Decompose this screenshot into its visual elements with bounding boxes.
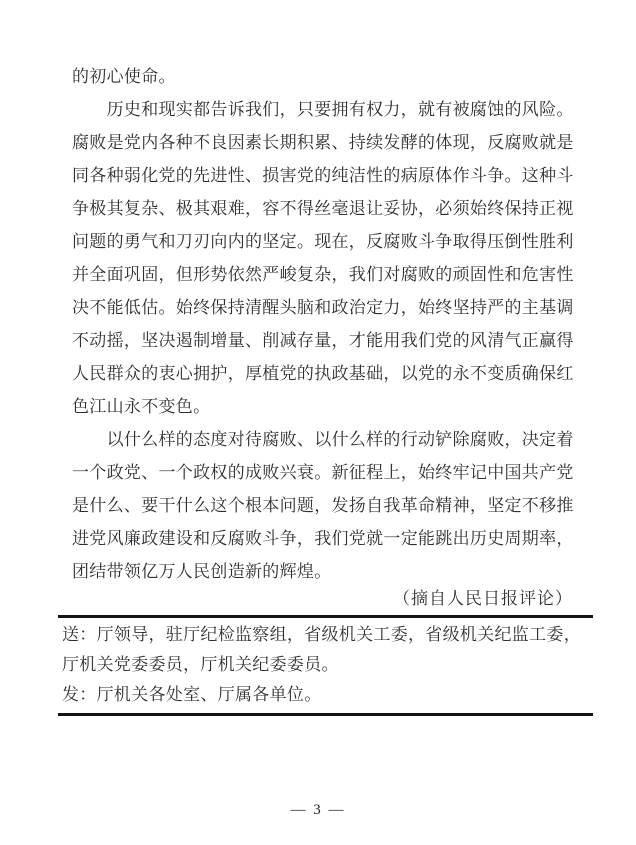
body-line: 同各种弱化党的先进性、损害党的纯洁性的病原体作斗争。这种斗 <box>72 166 574 185</box>
body-line: 并全面巩固，但形势依然严峻复杂，我们对腐败的顽固性和危害性 <box>72 265 574 284</box>
body-line: 决不能低估。始终保持清醒头脑和政治定力，始终坚持严的主基调 <box>72 298 574 317</box>
body-line: 团结带领亿万人民创造新的辉煌。 <box>72 562 332 581</box>
body-line: 不动摇，坚决遏制增量、削减存量，才能用我们党的风清气正赢得 <box>72 331 574 350</box>
body-line: 进党风廉政建设和反腐败斗争，我们党就一定能跳出历史周期率， <box>72 529 574 548</box>
body-line: 腐败是党内各种不良因素长期积累、持续发酵的体现，反腐败就是 <box>72 133 574 152</box>
body-line: 一个政党、一个政权的成败兴衰。新征程上，始终牢记中国共产党 <box>72 463 574 482</box>
body-line: 是什么、要干什么这个根本问题，发扬自我革命精神，坚定不移推 <box>72 496 574 515</box>
body-line: 以什么样的态度对待腐败、以什么样的行动铲除腐败，决定着 <box>72 430 574 449</box>
citation-source: （摘自人民日报评论） <box>393 589 573 608</box>
body-line: 色江山永不变色。 <box>72 397 211 416</box>
distribution-separator-top <box>58 615 593 618</box>
body-line: 争极其复杂、极其艰难，容不得丝毫退让妥协，必须始终保持正视 <box>72 199 574 218</box>
body-text <box>72 60 578 588</box>
body-line: 的初心使命。 <box>72 67 176 86</box>
page-number: — 3 — <box>290 802 346 818</box>
distribution-separator-bottom <box>58 713 593 716</box>
distribution-issue-line: 发：厅机关各处室、厅属各单位。 <box>62 685 322 704</box>
body-line: 人民群众的衷心拥护，厚植党的执政基础，以党的永不变质确保红 <box>72 364 574 383</box>
body-line: 问题的勇气和刀刃向内的坚定。现在，反腐败斗争取得压倒性胜利 <box>72 232 574 251</box>
distribution-block <box>62 620 581 710</box>
distribution-send-line: 送：厅领导，驻厅纪检监察组，省级机关工委，省级机关纪监工委， <box>62 625 581 644</box>
body-line: 历史和现实都告诉我们，只要拥有权力，就有被腐蚀的风险。 <box>72 100 574 119</box>
distribution-send-line: 厅机关党委委员，厅机关纪委委员。 <box>62 655 339 674</box>
